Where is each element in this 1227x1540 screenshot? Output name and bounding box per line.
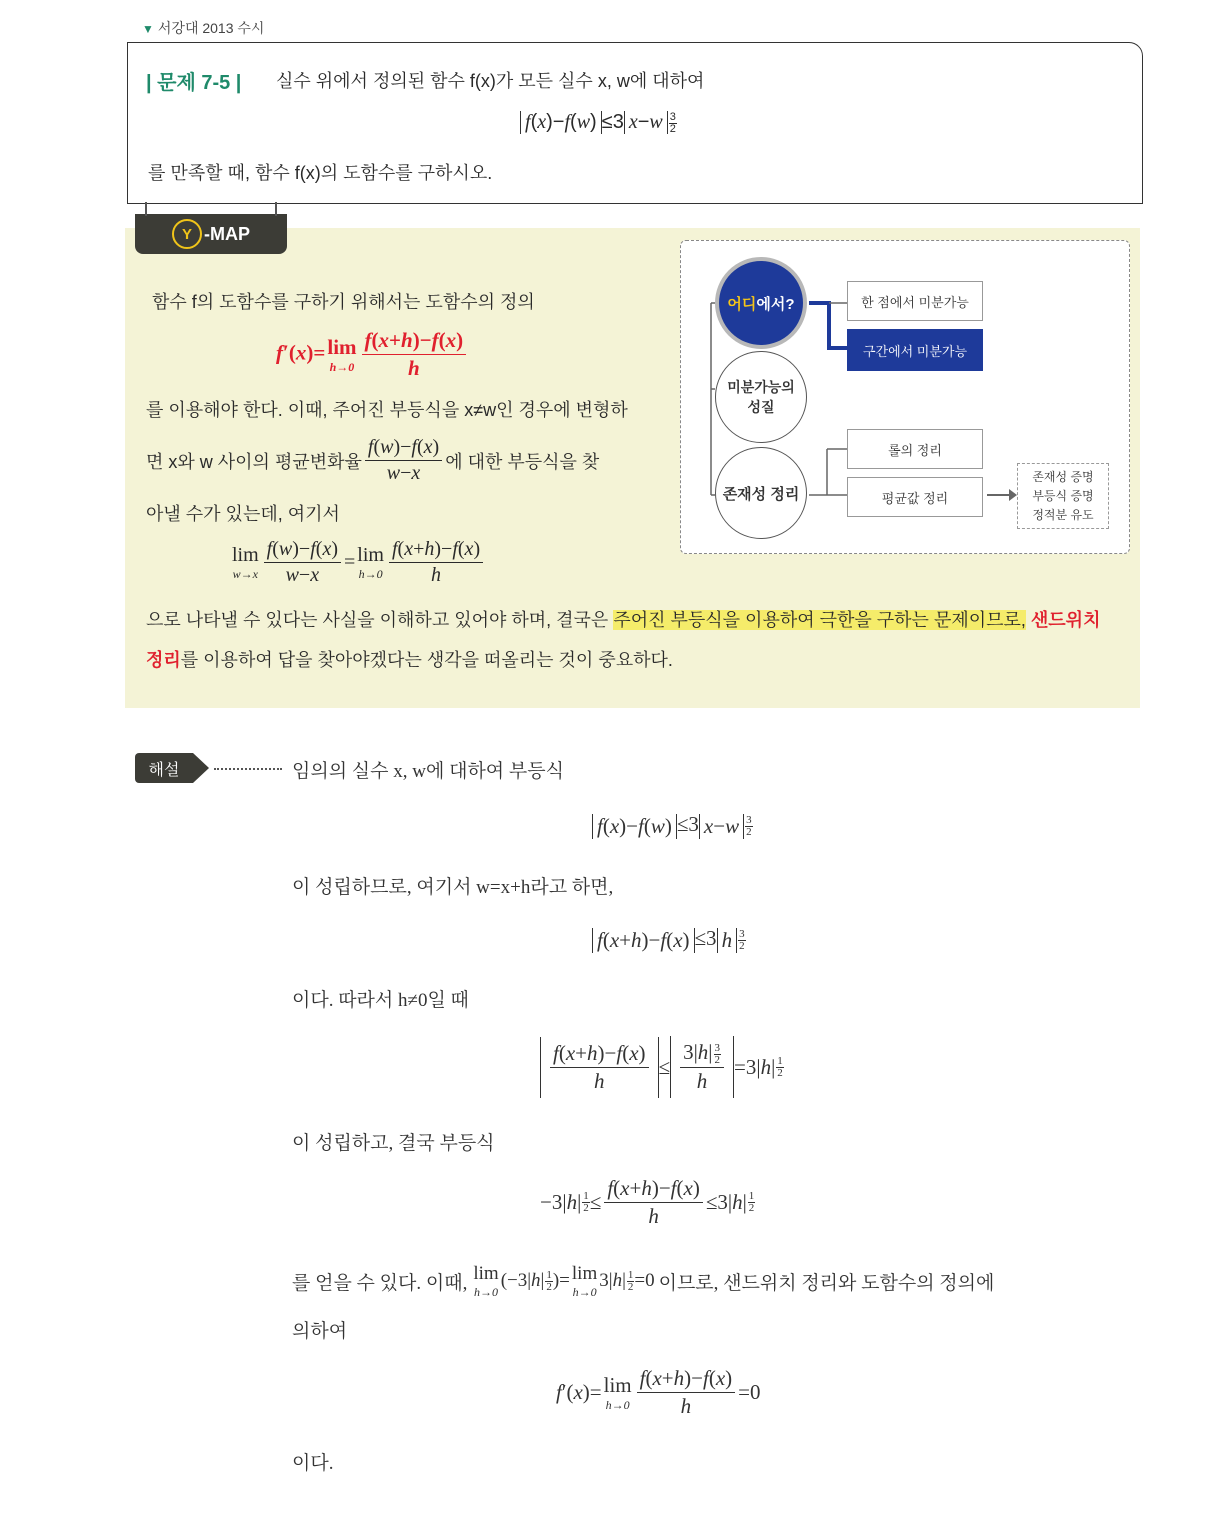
solution-line-3: 이다. 따라서 h≠0일 때 — [292, 990, 469, 1011]
ymap-line-5a: 으로 나타낼 수 있다는 사실을 이해하고 있어야 하며, 결국은 — [146, 610, 609, 630]
ymap-line-1: 함수 f의 도함수를 구하기 위해서는 도함수의 정의 — [152, 292, 535, 312]
solution-line-1: 임의의 실수 x, w에 대하여 부등식 — [292, 761, 564, 782]
solution-line-7: 이다. — [292, 1453, 334, 1474]
solution-eq-1: f ( x )− f ( w ) ≤3 x − w $\frac{3}{2}$ — [592, 812, 753, 839]
ymap-red-2: 정리 — [146, 650, 181, 670]
solution-dots — [214, 760, 282, 770]
mean-value-theorem-box: 평균값 정리 — [847, 477, 983, 517]
problem-box — [127, 42, 1143, 204]
where-circle — [715, 257, 807, 349]
solution-eq-2: f ( x + h )− f ( x ) ≤3 h $\frac{3}{2}$ — [592, 926, 746, 953]
ymap-line-3b: 에 대한 부등식을 찾 — [445, 451, 600, 472]
existence-label: 존재성 정리 — [722, 485, 800, 503]
ymap-line-3: 면 x와 w 사이의 평균변화율 $\frac{f(w)-f(x)}{w-x}$ 에 대한 부등식을 찾 — [146, 436, 600, 484]
limit-equivalence: lim w→x $\frac{f(w)-f(x)}{w-x}$ = lim h→0 $\frac{f(x+h)-f(x)}{h}$ — [230, 538, 486, 587]
property-label: 미분가능의 성질 — [727, 379, 795, 415]
solution-line-2: 이 성립하므로, 여기서 w=x+h라고 하면, — [292, 877, 614, 898]
solution-line-6: 의하여 — [292, 1321, 348, 1342]
ymap-highlight: 주어진 부등식을 이용하여 극한을 구하는 문제이므로, — [613, 610, 1026, 630]
interval-differentiable-box: 구간에서 미분가능 — [847, 329, 983, 371]
source-text: 서강대 2013 수시 — [157, 20, 265, 36]
ymap-tab — [135, 214, 287, 254]
ymap-line-6 — [146, 646, 673, 672]
solution-badge: 해설 — [135, 753, 193, 783]
ymap-line-3a: 면 x와 w 사이의 평균변화율 — [146, 451, 362, 472]
solution-line-5b: 이므로, 샌드위치 정리와 도함수의 정의에 — [658, 1272, 995, 1294]
solution-line-5: 를 얻을 수 있다. 이때, lim h→0 (−3| h | 1 2 )= lim h→0 3| h | 1 2 =0 이므로, 샌드위치 정리와 도함수의 정의에 — [292, 1263, 995, 1299]
concept-diagram — [680, 240, 1130, 554]
solution-eq-5: f ′( x )= lim h→0 $\frac{f(x+h)-f(x)}{h}$ =0 — [556, 1366, 761, 1418]
uses-box — [1017, 463, 1109, 529]
solution-line-4: 이 성립하고, 결국 부등식 — [292, 1133, 495, 1154]
ymap-line-2: 를 이용해야 한다. 이때, 주어진 부등식을 x≠w인 경우에 변형하 — [146, 400, 628, 420]
solution-eq-4: −3| h | 1 2 ≤ $\frac{f(x+h)-f(x)}{h}$ ≤3| h | 1 2 — [540, 1176, 755, 1228]
use-item: 부등식 증명 — [1032, 488, 1094, 503]
ymap-line-4: 아낼 수가 있는데, 여기서 — [146, 504, 340, 524]
where-highlight: 어디 — [727, 295, 757, 313]
ymap-tab-label: -MAP — [204, 223, 250, 244]
point-differentiable-box: 한 점에서 미분가능 — [847, 281, 983, 321]
where-label: 어디에서? — [727, 295, 795, 313]
ymap-red-1: 샌드위치 — [1030, 610, 1101, 630]
property-circle — [715, 351, 807, 443]
problem-label: | 문제 7-5 | — [146, 72, 242, 94]
solution-badge-arrow — [193, 753, 209, 783]
y-logo-icon: Y — [172, 219, 202, 249]
solution-line-5a: 를 얻을 수 있다. 이때, — [292, 1272, 468, 1294]
derivative-definition: f′(x)= lim h→0 $\frac{f(x+h)-f(x)}{h}$ — [276, 328, 469, 381]
ymap-line-6-text: 를 이용하여 답을 찾아야겠다는 생각을 떠올리는 것이 중요하다. — [180, 650, 673, 670]
ymap-line-5 — [146, 606, 1100, 632]
existence-circle — [715, 447, 807, 539]
solution-eq-3: $\frac{f(x+h)-f(x)}{h}$ ≤ 3|h| $\frac{3}{2}$ h =3| h | 1 2 — [540, 1036, 784, 1098]
problem-statement-2: 를 만족할 때, 함수 f(x)의 도함수를 구하시오. — [148, 163, 493, 183]
rolle-theorem-box: 롤의 정리 — [847, 429, 983, 469]
triangle-icon: ▼ — [142, 22, 154, 36]
source-label — [142, 18, 264, 38]
use-item: 존재성 증명 — [1032, 469, 1094, 484]
use-item: 정적분 유도 — [1032, 507, 1094, 522]
problem-statement-1: 실수 위에서 정의된 함수 f(x)가 모든 실수 x, w에 대하여 — [276, 71, 705, 91]
problem-formula: f ( x )− f ( w ) ≤3 x − w $\frac{3}{2}$ — [520, 111, 677, 135]
